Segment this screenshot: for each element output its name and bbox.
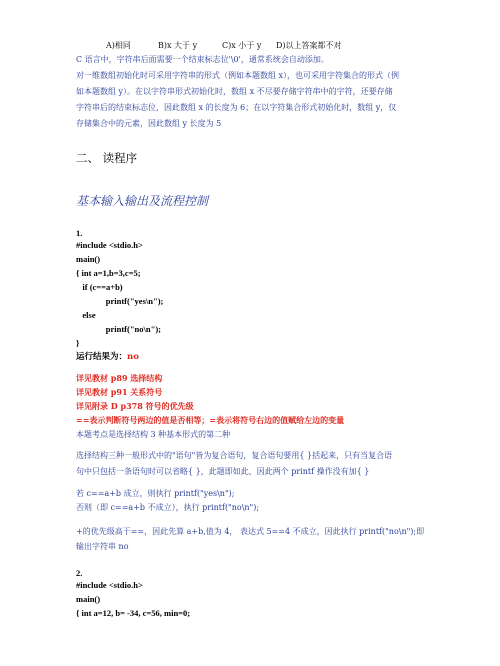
note-red: 详见附录 D p378 符号的优先级: [76, 401, 194, 411]
option-c: C)x 小于 y: [222, 41, 262, 50]
code-line: printf("yes\n");: [76, 296, 164, 306]
code-line: main(): [76, 594, 101, 604]
code-line: { int a=1,b=3,c=5;: [76, 268, 141, 278]
option-d: D)以上答案都不对: [276, 41, 342, 50]
program-number: 2.: [76, 568, 83, 578]
result-label: 运行结果为：: [76, 352, 128, 362]
section-title: 二、 读程序: [76, 151, 138, 165]
code-line: else: [76, 310, 96, 320]
explanation-line: C 语言中，字符串后面需要一个结束标志位'\0'，通常系统会自动添加。: [76, 55, 329, 64]
explanation-line: 本题考点是选择结构 3 种基本形式的第二种: [76, 430, 231, 439]
option-a: A)相同: [106, 41, 131, 50]
program-number: 1.: [76, 228, 83, 238]
explanation-line: +的优先级高于==，因此先算 a+b,值为 4， 表达式 5==4 不成立，因此执行 printf("no\n");即: [76, 527, 425, 536]
explanation-line: 选择结构三种一般形式中的"语句"皆为复合语句，复合语句要用{ }括起来，只有当复合语: [76, 451, 393, 460]
explanation-line: 句中只包括一条语句时可以省略{ }，此题即如此，因此两个 printf 操作没有加{ }: [76, 467, 370, 476]
explanation-line: 存储集合中的元素，因此数组 y 长度为 5: [76, 119, 222, 128]
explanation-line: 对一维数组初始化时可采用字符串的形式（例如本题数组 x），也可采用字符集合的形式（例: [76, 71, 400, 80]
code-line: printf("no\n");: [76, 324, 161, 334]
explanation-line: 否则（即 c==a+b 不成立），执行 printf("no\n");: [76, 503, 260, 512]
option-b: B)x 大于 y: [158, 41, 198, 50]
code-line: if (c==a+b): [76, 282, 123, 292]
explanation-line: 若 c==a+b 成立，则执行 printf("yes\n");: [76, 489, 235, 498]
explanation-line: 字符串后的结束标志位，因此数组 x 的长度为 6；在以字符集合形式初始化时，数组 y，仅: [76, 103, 397, 112]
code-line: #include <stdio.h>: [76, 580, 143, 590]
note-red: ==表示判断符号两边的值是否相等；=表示将符号右边的值赋给左边的变量: [76, 415, 345, 425]
code-line: main(): [76, 254, 101, 264]
subsection-title: 基本输入输出及流程控制: [76, 194, 209, 208]
note-red: 详见教材 p89 选择结构: [76, 373, 163, 383]
code-line: { int a=12, b= -34, c=56, min=0;: [76, 608, 191, 618]
note-red: 详见教材 p91 关系符号: [76, 387, 163, 397]
code-line: }: [76, 338, 80, 348]
explanation-line: 输出字符串 no: [76, 542, 129, 551]
explanation-line: 如本题数组 y）。在以字符串形式初始化时，数组 x 不尽要存储字符串中的字符，还要存储: [76, 87, 393, 96]
result-value: no: [127, 352, 139, 362]
code-line: #include <stdio.h>: [76, 240, 143, 250]
result-line: [76, 350, 139, 362]
